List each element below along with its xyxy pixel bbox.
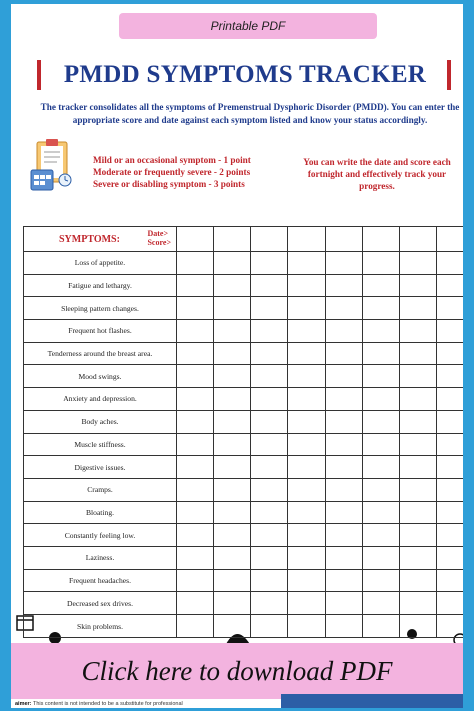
score-entry-cell[interactable] [177, 615, 214, 638]
date-entry-cell[interactable] [325, 227, 362, 252]
title-block [35, 58, 455, 92]
score-entry-cell[interactable] [362, 501, 399, 524]
symptom-row [24, 524, 464, 547]
score-entry-cell[interactable] [177, 524, 214, 547]
date-entry-cell[interactable] [362, 227, 399, 252]
symptom-row [24, 297, 464, 320]
symptom-row [24, 478, 464, 501]
score-entry-cell[interactable] [325, 456, 362, 479]
score-entry-cell[interactable] [399, 274, 436, 297]
date-entry-cell[interactable] [288, 227, 325, 252]
score-entry-cell[interactable] [177, 319, 214, 342]
score-entry-cell[interactable] [436, 251, 463, 274]
tracking-note: You can write the date and score each fortnight and effectively track your progress. [303, 157, 451, 191]
score-entry-cell[interactable] [399, 456, 436, 479]
score-entry-cell[interactable] [177, 592, 214, 615]
score-entry-cell[interactable] [177, 297, 214, 320]
score-entry-cell[interactable] [436, 569, 463, 592]
symptom-label: Decreased sex drives. [24, 592, 177, 615]
symptoms-table [23, 226, 463, 638]
score-entry-cell[interactable] [362, 274, 399, 297]
score-entry-cell[interactable] [362, 615, 399, 638]
score-entry-cell[interactable] [251, 274, 288, 297]
symptom-label: Skin problems. [24, 615, 177, 638]
symptom-label: Laziness. [24, 547, 177, 570]
symptom-row [24, 319, 464, 342]
symptom-label: Mood swings. [24, 365, 177, 388]
score-entry-cell[interactable] [214, 615, 251, 638]
symptom-row [24, 388, 464, 411]
score-entry-cell[interactable] [251, 388, 288, 411]
symptom-row [24, 365, 464, 388]
symptom-row [24, 456, 464, 479]
score-entry-cell[interactable] [436, 478, 463, 501]
score-entry-cell[interactable] [362, 547, 399, 570]
date-entry-cell[interactable] [214, 227, 251, 252]
score-entry-cell[interactable] [399, 547, 436, 570]
symptom-row [24, 569, 464, 592]
score-entry-cell[interactable] [288, 342, 325, 365]
score-entry-cell[interactable] [325, 410, 362, 433]
score-entry-cell[interactable] [214, 456, 251, 479]
score-entry-cell[interactable] [325, 274, 362, 297]
score-entry-cell[interactable] [399, 592, 436, 615]
symptom-row [24, 433, 464, 456]
score-entry-cell[interactable] [214, 547, 251, 570]
score-entry-cell[interactable] [362, 433, 399, 456]
score-entry-cell[interactable] [325, 433, 362, 456]
score-label: Score> [147, 237, 171, 247]
score-entry-cell[interactable] [288, 388, 325, 411]
score-entry-cell[interactable] [214, 592, 251, 615]
score-entry-cell[interactable] [436, 456, 463, 479]
score-entry-cell[interactable] [214, 365, 251, 388]
score-entry-cell[interactable] [399, 251, 436, 274]
score-entry-cell[interactable] [177, 342, 214, 365]
score-entry-cell[interactable] [436, 501, 463, 524]
score-entry-cell[interactable] [288, 456, 325, 479]
table-header-cell [24, 227, 177, 252]
score-entry-cell[interactable] [325, 478, 362, 501]
score-entry-cell[interactable] [436, 297, 463, 320]
score-entry-cell[interactable] [362, 456, 399, 479]
symptom-label: Tenderness around the breast area. [24, 342, 177, 365]
score-entry-cell[interactable] [288, 410, 325, 433]
score-entry-cell[interactable] [436, 342, 463, 365]
score-entry-cell[interactable] [362, 365, 399, 388]
score-entry-cell[interactable] [399, 524, 436, 547]
score-entry-cell[interactable] [362, 388, 399, 411]
score-entry-cell[interactable] [325, 342, 362, 365]
symptom-row [24, 342, 464, 365]
symptoms-label: SYMPTOMS: [59, 233, 120, 245]
score-entry-cell[interactable] [251, 433, 288, 456]
score-entry-cell[interactable] [399, 478, 436, 501]
download-pdf-label: Click here to download PDF [81, 655, 393, 686]
score-entry-cell[interactable] [362, 297, 399, 320]
score-entry-cell[interactable] [288, 365, 325, 388]
symptom-label: Bloating. [24, 501, 177, 524]
score-entry-cell[interactable] [177, 569, 214, 592]
score-entry-cell[interactable] [214, 433, 251, 456]
score-entry-cell[interactable] [362, 319, 399, 342]
score-entry-cell[interactable] [288, 274, 325, 297]
score-entry-cell[interactable] [251, 297, 288, 320]
score-entry-cell[interactable] [362, 478, 399, 501]
disclaimer-text: This content is not intended to be a substitute for professional [32, 701, 183, 707]
score-entry-cell[interactable] [288, 251, 325, 274]
score-entry-cell[interactable] [177, 388, 214, 411]
score-entry-cell[interactable] [214, 297, 251, 320]
score-entry-cell[interactable] [362, 342, 399, 365]
score-entry-cell[interactable] [325, 365, 362, 388]
score-entry-cell[interactable] [325, 569, 362, 592]
printable-pdf-label: Printable PDF [119, 13, 377, 39]
score-entry-cell[interactable] [362, 524, 399, 547]
score-entry-cell[interactable] [288, 569, 325, 592]
score-entry-cell[interactable] [288, 319, 325, 342]
symptom-row [24, 592, 464, 615]
score-entry-cell[interactable] [436, 274, 463, 297]
score-entry-cell[interactable] [177, 365, 214, 388]
symptom-label: Constantly feeling low. [24, 524, 177, 547]
score-entry-cell[interactable] [288, 501, 325, 524]
score-entry-cell[interactable] [177, 547, 214, 570]
date-entry-cell[interactable] [251, 227, 288, 252]
score-entry-cell[interactable] [251, 592, 288, 615]
score-entry-cell[interactable] [214, 501, 251, 524]
score-entry-cell[interactable] [177, 456, 214, 479]
score-entry-cell[interactable] [436, 592, 463, 615]
score-entry-cell[interactable] [399, 342, 436, 365]
date-entry-cell[interactable] [436, 227, 463, 252]
score-entry-cell[interactable] [399, 297, 436, 320]
score-entry-cell[interactable] [214, 319, 251, 342]
score-legend [93, 155, 251, 190]
score-entry-cell[interactable] [399, 501, 436, 524]
score-entry-cell[interactable] [214, 410, 251, 433]
score-entry-cell[interactable] [251, 456, 288, 479]
score-entry-cell[interactable] [436, 388, 463, 411]
score-entry-cell[interactable] [214, 478, 251, 501]
symptom-row [24, 274, 464, 297]
score-entry-cell[interactable] [214, 569, 251, 592]
score-entry-cell[interactable] [251, 410, 288, 433]
score-entry-cell[interactable] [177, 478, 214, 501]
clipboard-calendar-icon [29, 136, 73, 192]
score-entry-cell[interactable] [436, 524, 463, 547]
disclaimer-label: aimer: [15, 701, 32, 707]
symptom-row [24, 410, 464, 433]
score-entry-cell[interactable] [251, 569, 288, 592]
score-entry-cell[interactable] [288, 592, 325, 615]
symptom-label: Digestive issues. [24, 456, 177, 479]
score-entry-cell[interactable] [325, 592, 362, 615]
symptom-label: Frequent headaches. [24, 569, 177, 592]
score-entry-cell[interactable] [325, 251, 362, 274]
score-entry-cell[interactable] [288, 297, 325, 320]
score-legend-item: Moderate or frequently severe - 2 points [93, 166, 251, 177]
score-entry-cell[interactable] [177, 251, 214, 274]
score-entry-cell[interactable] [288, 615, 325, 638]
table-header-row [24, 227, 464, 252]
score-entry-cell[interactable] [251, 501, 288, 524]
score-entry-cell[interactable] [399, 615, 436, 638]
score-entry-cell[interactable] [325, 547, 362, 570]
score-entry-cell[interactable] [362, 251, 399, 274]
brand-banner-fragment [281, 694, 463, 708]
intro-text: The tracker consolidates all the symptoms of Premenstrual Dysphoric Disorder (PMDD). You can enter the appropriate score and date against each symptom listed and know your status accordingly. [40, 102, 460, 125]
score-entry-cell[interactable] [399, 365, 436, 388]
score-entry-cell[interactable] [251, 365, 288, 388]
symptom-label: Muscle stiffness. [24, 433, 177, 456]
score-entry-cell[interactable] [214, 342, 251, 365]
score-legend-item: Mild or an occasional symptom - 1 point [93, 155, 251, 165]
score-entry-cell[interactable] [436, 365, 463, 388]
date-entry-cell[interactable] [177, 227, 214, 252]
symptom-row [24, 501, 464, 524]
score-entry-cell[interactable] [177, 501, 214, 524]
score-entry-cell[interactable] [251, 547, 288, 570]
score-entry-cell[interactable] [325, 297, 362, 320]
score-entry-cell[interactable] [177, 433, 214, 456]
date-label: Date> [147, 228, 169, 238]
score-entry-cell[interactable] [251, 615, 288, 638]
symptom-label: Loss of appetite. [24, 251, 177, 274]
score-entry-cell[interactable] [214, 251, 251, 274]
date-entry-cell[interactable] [399, 227, 436, 252]
score-entry-cell[interactable] [436, 319, 463, 342]
score-entry-cell[interactable] [436, 433, 463, 456]
score-entry-cell[interactable] [214, 388, 251, 411]
score-entry-cell[interactable] [214, 274, 251, 297]
score-entry-cell[interactable] [251, 319, 288, 342]
score-entry-cell[interactable] [362, 410, 399, 433]
score-entry-cell[interactable] [399, 410, 436, 433]
score-entry-cell[interactable] [214, 524, 251, 547]
score-entry-cell[interactable] [288, 524, 325, 547]
score-entry-cell[interactable] [325, 615, 362, 638]
score-entry-cell[interactable] [399, 569, 436, 592]
score-entry-cell[interactable] [288, 433, 325, 456]
download-pdf-button[interactable] [11, 643, 463, 699]
symptom-label: Cramps. [24, 478, 177, 501]
score-entry-cell[interactable] [251, 342, 288, 365]
symptom-label: Anxiety and depression. [24, 388, 177, 411]
symptom-label: Fatigue and lethargy. [24, 274, 177, 297]
score-entry-cell[interactable] [251, 251, 288, 274]
disclaimer [15, 701, 183, 707]
score-entry-cell[interactable] [251, 524, 288, 547]
score-entry-cell[interactable] [325, 501, 362, 524]
score-entry-cell[interactable] [177, 274, 214, 297]
score-entry-cell[interactable] [436, 615, 463, 638]
page-title: PMDD SYMPTOMS TRACKER [63, 61, 427, 88]
score-entry-cell[interactable] [251, 478, 288, 501]
symptom-row [24, 251, 464, 274]
symptom-row [24, 547, 464, 570]
score-entry-cell[interactable] [399, 319, 436, 342]
score-entry-cell[interactable] [288, 478, 325, 501]
symptom-label: Frequent hot flashes. [24, 319, 177, 342]
score-entry-cell[interactable] [325, 524, 362, 547]
score-entry-cell[interactable] [399, 388, 436, 411]
score-entry-cell[interactable] [399, 433, 436, 456]
symptom-label: Body aches. [24, 410, 177, 433]
score-entry-cell[interactable] [362, 569, 399, 592]
score-entry-cell[interactable] [325, 388, 362, 411]
score-entry-cell[interactable] [325, 319, 362, 342]
score-entry-cell[interactable] [288, 547, 325, 570]
score-entry-cell[interactable] [362, 592, 399, 615]
score-entry-cell[interactable] [177, 410, 214, 433]
tracker-page [11, 4, 463, 708]
symptom-row [24, 615, 464, 638]
symptom-label: Sleeping pattern changes. [24, 297, 177, 320]
score-entry-cell[interactable] [436, 547, 463, 570]
date-score-label [147, 229, 171, 247]
score-entry-cell[interactable] [436, 410, 463, 433]
score-legend-item: Severe or disabling symptom - 3 points [93, 178, 245, 189]
